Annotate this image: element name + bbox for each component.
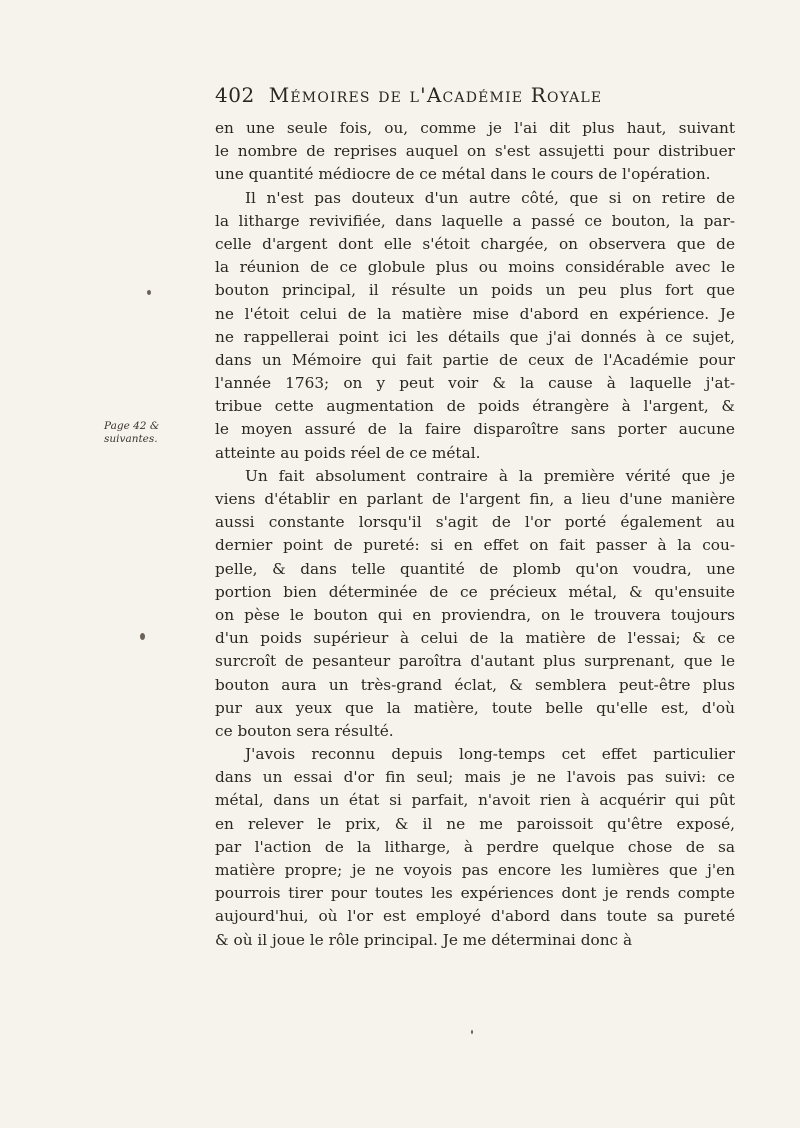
text-line: atteinte au poids réel de ce métal.	[215, 443, 481, 462]
text-line: dans un essai d'or fin seul; mais je ne l'avois pas suivi: ce	[215, 768, 735, 787]
text-line: d'un poids supérieur à celui de la matière de l'essai; & ce	[215, 629, 735, 648]
text-line: pelle, & dans telle quantité de plomb qu'on voudra, une	[215, 559, 735, 578]
text-line: celle d'argent dont elle s'étoit chargée, on observera que de	[215, 234, 735, 253]
text-line: viens d'établir en parlant de l'argent fin, a lieu d'une manière	[215, 490, 735, 508]
text-line: & où il joue le rôle principal. Je me déterminai donc à	[215, 930, 633, 949]
text-line: on pèse le bouton qui en proviendra, on le trouvera toujours	[215, 605, 735, 624]
text-line: aujourd'hui, où l'or est employé d'abord dans toute sa pureté	[215, 907, 735, 926]
text-line: tribue cette augmentation de poids étrangère à l'argent, &	[215, 397, 735, 416]
text-line: par l'action de la litharge, à perdre quelque chose de sa	[215, 837, 735, 856]
text-line: surcroît de pesanteur paroîtra d'autant plus surprenant, que le	[215, 652, 735, 671]
text-line: ne rappellerai point ici les détails que j'ai donnés à ce sujet,	[215, 327, 735, 346]
margin-note-line: Page 42 &	[104, 420, 160, 432]
text-line: dans un Mémoire qui fait partie de ceux de l'Académie pour	[215, 350, 735, 369]
text-line: la réunion de ce globule plus ou moins considérable avec le	[215, 258, 735, 277]
text-line: ne l'étoit celui de la matière mise d'abord en expérience. Je	[215, 304, 735, 323]
paper-speck	[147, 290, 151, 295]
text-line: métal, dans un état si parfait, n'avoit rien à acquérir qui pût	[215, 791, 735, 810]
text-line: en une seule fois, ou, comme je l'ai dit plus haut, suivant	[215, 119, 735, 137]
text-line: bouton aura un très-grand éclat, & semblera peut-être plus	[215, 675, 735, 694]
running-title: Mémoires de l'Académie Royale	[268, 83, 603, 107]
text-line: Il n'est pas douteux d'un autre côté, que si on retire de	[245, 188, 735, 207]
paper-speck	[140, 633, 145, 640]
text-line: matière propre; je ne voyois pas encore les lumières que j'en	[215, 861, 735, 879]
text-line: pourrois tirer pour toutes les expériences dont je rends compte	[215, 884, 735, 903]
margin-note	[104, 420, 204, 446]
text-line: dernier point de pureté: si en effet on fait passer à la cou-	[215, 536, 735, 555]
text-line: aussi constante lorsqu'il s'agit de l'or porté également au	[215, 513, 735, 532]
text-line: Un fait absolument contraire à la première vérité que je	[245, 466, 735, 485]
text-line: pur aux yeux que la matière, toute belle qu'elle est, d'où	[215, 698, 735, 717]
text-line: le moyen assuré de la faire disparoître sans porter aucune	[215, 420, 735, 439]
body-text	[215, 117, 735, 952]
text-line: bouton principal, il résulte un poids un peu plus fort que	[215, 281, 735, 300]
text-line: en relever le prix, & il ne me paroissoit qu'être exposé,	[215, 814, 735, 833]
text-line: portion bien déterminée de ce précieux métal, & qu'ensuite	[215, 582, 735, 601]
text-line: J'avois reconnu depuis long-temps cet effet particulier	[245, 745, 735, 764]
text-line: le nombre de reprises auquel on s'est assujetti pour distribuer	[215, 142, 735, 161]
page-number: 402	[215, 83, 255, 107]
margin-note-line: suivantes.	[104, 433, 158, 445]
running-header	[215, 83, 735, 107]
text-line: ce bouton sera résulté.	[215, 721, 394, 740]
text-line: la litharge revivifiée, dans laquelle a passé ce bouton, la par-	[215, 211, 735, 230]
text-line: l'année 1763; on y peut voir & la cause à laquelle j'at-	[215, 374, 735, 393]
paper-speck	[471, 1030, 473, 1034]
text-line: une quantité médiocre de ce métal dans le cours de l'opération.	[215, 165, 711, 184]
